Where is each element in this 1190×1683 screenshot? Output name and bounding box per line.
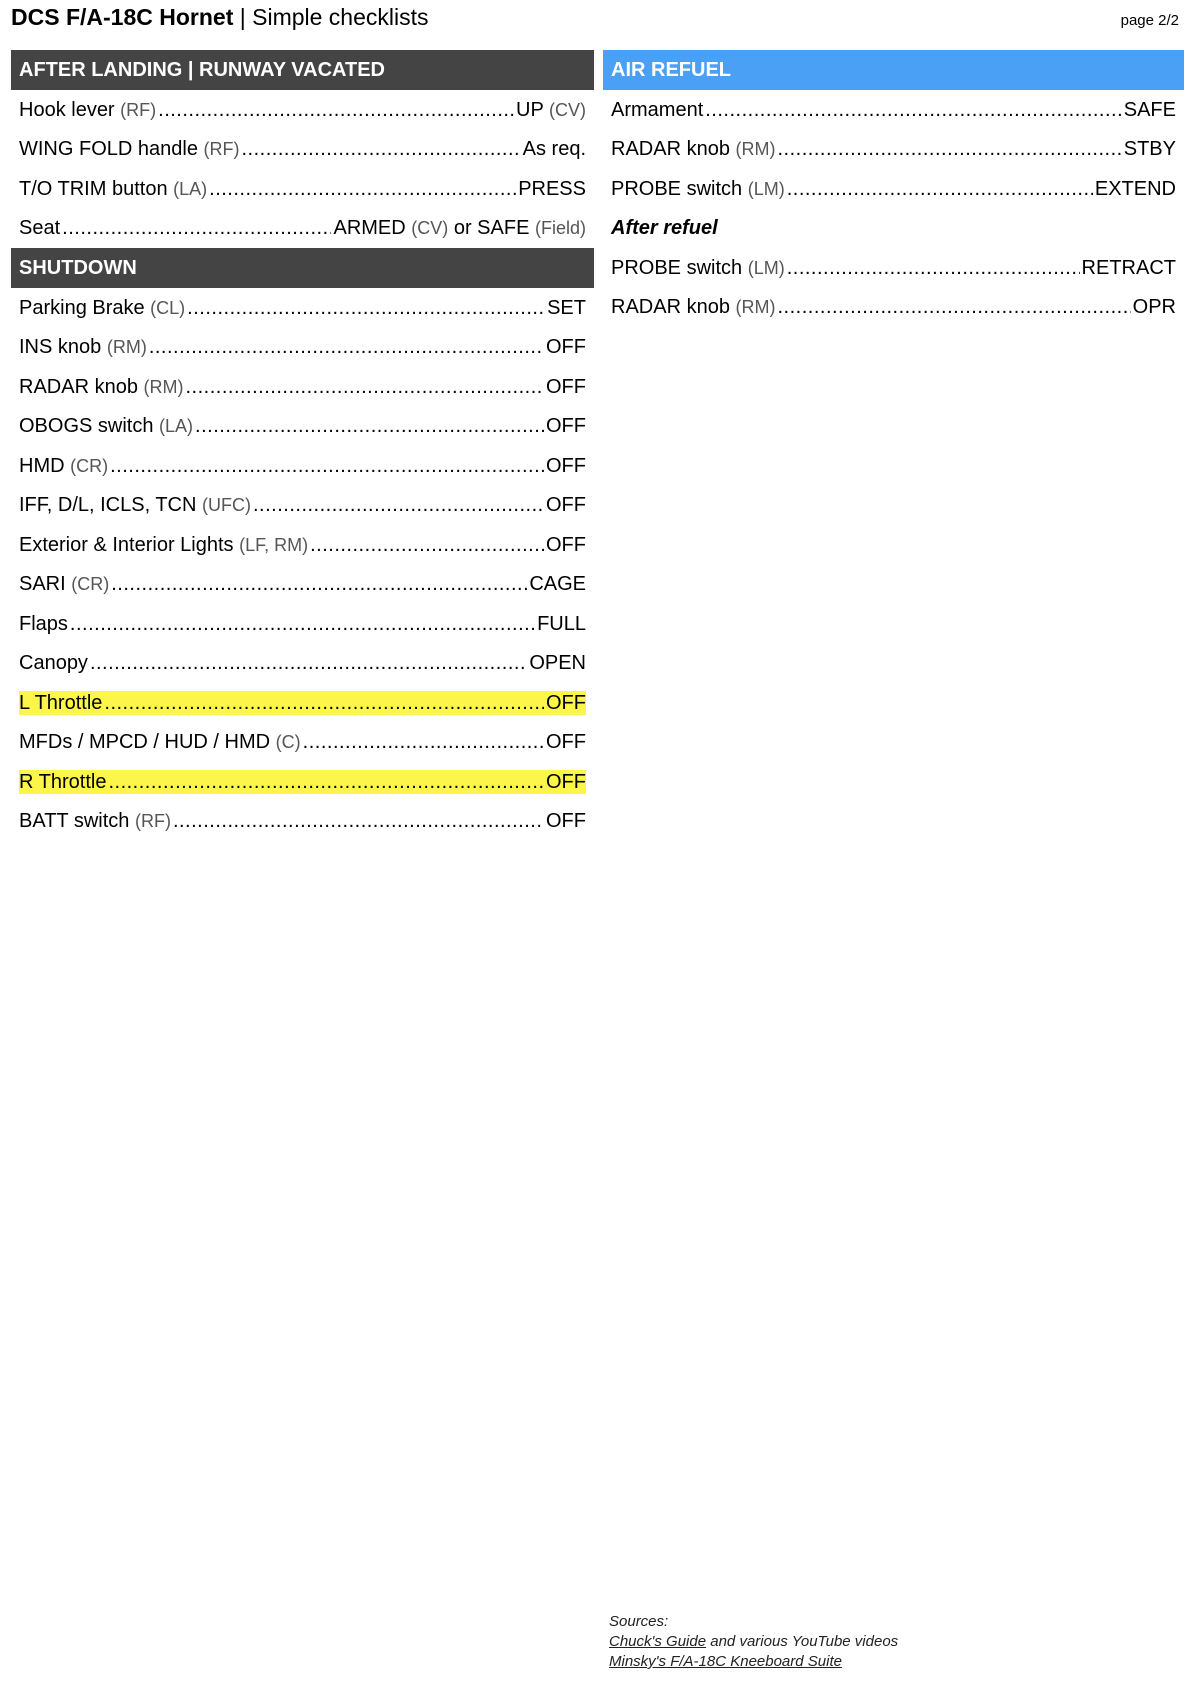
sources-line-2 <box>609 1652 898 1672</box>
item-label: WING FOLD handle <box>19 138 204 161</box>
checklist-item <box>19 375 183 399</box>
checklist-value <box>529 651 586 675</box>
checklist-item <box>19 651 88 675</box>
leader-dots <box>108 770 544 794</box>
value-location: (CV) <box>549 99 586 120</box>
value-location-2: (Field) <box>534 218 586 239</box>
value-label: EXTEND <box>1094 177 1176 200</box>
item-location: (LM) <box>747 178 785 199</box>
checklist-item <box>19 216 60 240</box>
checklist-item <box>611 98 703 122</box>
value-label: OFF <box>546 494 586 517</box>
checklist-item <box>19 454 108 478</box>
item-location: (LF, RM) <box>239 534 309 555</box>
item-label: Armament <box>611 98 704 121</box>
checklist-row <box>11 802 594 842</box>
checklist-item <box>19 770 106 794</box>
air-refuel-list <box>603 90 1184 209</box>
checklist-item <box>611 137 775 161</box>
item-label: Parking Brake <box>19 296 151 319</box>
checklist-value <box>518 177 586 201</box>
checklist-item <box>19 335 147 359</box>
item-location: (RM) <box>735 297 776 318</box>
checklist-item <box>19 730 301 754</box>
item-label: RADAR knob <box>19 375 144 398</box>
leader-dots <box>253 493 544 517</box>
sources-note <box>609 1612 898 1672</box>
sources-label: Sources: <box>609 1613 669 1630</box>
shutdown-list <box>11 288 594 841</box>
leader-dots <box>187 296 545 320</box>
checklist-value <box>1082 256 1176 280</box>
value-label: OFF <box>546 454 586 477</box>
leader-dots <box>777 295 1130 319</box>
checklist-row <box>11 328 594 368</box>
sources-line-1: Chuck's Guide and various YouTube videos <box>609 1633 899 1650</box>
checklist-row <box>11 762 594 802</box>
value-label: SET <box>547 296 586 319</box>
item-location: (CR) <box>70 455 109 476</box>
item-location: (RF) <box>203 139 240 160</box>
leader-dots <box>209 177 516 201</box>
value-label: CAGE <box>529 573 586 596</box>
value-label: OPR <box>1132 296 1176 319</box>
checklist-item <box>19 414 193 438</box>
leader-dots <box>110 454 544 478</box>
item-location: (C) <box>275 732 301 753</box>
leader-dots <box>158 98 514 122</box>
item-location: (RM) <box>106 337 147 358</box>
item-label: T/O TRIM button <box>19 177 174 200</box>
checklist-item <box>19 177 207 201</box>
checklist-value <box>546 375 586 399</box>
checklist-value <box>529 572 586 596</box>
item-location: (LM) <box>747 257 785 278</box>
value-label: SAFE <box>1123 98 1176 121</box>
item-label: RADAR knob <box>611 138 736 161</box>
value-label-2: or SAFE <box>448 217 535 240</box>
checklist-row <box>603 288 1184 328</box>
item-label: IFF, D/L, ICLS, TCN <box>19 494 202 517</box>
leader-dots <box>787 177 1093 201</box>
value-label: OFF <box>546 770 586 793</box>
value-label: OFF <box>546 336 586 359</box>
leader-dots <box>111 572 527 596</box>
checklist-row <box>11 407 594 447</box>
checklist-item <box>19 572 109 596</box>
page-title: DCS F/A-18C Hornet | Simple checklists <box>11 4 429 30</box>
checklist-value <box>546 770 586 794</box>
checklist-row <box>603 90 1184 130</box>
value-label: STBY <box>1123 138 1176 161</box>
page-header <box>11 4 1179 34</box>
item-location: (CR) <box>71 574 110 595</box>
checklist-item <box>19 691 102 715</box>
leader-dots <box>70 612 535 636</box>
item-label: PROBE switch <box>611 256 748 279</box>
checklist-item <box>611 256 785 280</box>
leader-dots <box>173 809 544 833</box>
item-location: (CL) <box>150 297 186 318</box>
minsky-kneeboard-link[interactable]: Minsky's F/A-18C Kneeboard Suite <box>609 1653 842 1670</box>
checklist-value <box>546 533 586 557</box>
leader-dots <box>310 533 544 557</box>
checklist-row <box>11 90 594 130</box>
value-label: OFF <box>546 691 586 714</box>
checklist-row <box>11 288 594 328</box>
value-label: OFF <box>546 731 586 754</box>
checklist-row <box>603 130 1184 170</box>
item-label: Seat <box>19 217 61 240</box>
checklist-row <box>11 446 594 486</box>
leader-dots <box>303 730 544 754</box>
item-label: SARI <box>19 573 72 596</box>
value-label: ARMED <box>333 217 412 240</box>
after-landing-header: AFTER LANDING | RUNWAY VACATED <box>11 50 594 90</box>
item-label: OBOGS switch <box>19 415 160 438</box>
item-label: Hook lever <box>19 98 121 121</box>
checklist-row <box>11 644 594 684</box>
checklist-row <box>11 169 594 209</box>
value-location: (CV) <box>411 218 449 239</box>
checklist-value <box>537 612 586 636</box>
leader-dots <box>62 216 331 240</box>
item-label: HMD <box>19 454 71 477</box>
checklist-value <box>333 216 586 240</box>
left-column <box>11 50 594 841</box>
after-refuel-list <box>603 248 1184 327</box>
item-label: L Throttle <box>19 691 103 714</box>
checklist-row <box>11 209 594 249</box>
after-refuel-subheading: After refuel <box>611 217 718 240</box>
checklist-item <box>611 177 785 201</box>
checklist-item <box>19 612 68 636</box>
shutdown-header: SHUTDOWN <box>11 248 594 288</box>
item-location: (LA) <box>159 416 194 437</box>
checklist-value <box>1095 177 1176 201</box>
item-label: MFDs / MPCD / HUD / HMD <box>19 731 276 754</box>
checklist-item <box>19 296 185 320</box>
checklist-row <box>11 723 594 763</box>
leader-dots <box>149 335 544 359</box>
item-label: Canopy <box>19 652 88 675</box>
item-location: (RM) <box>735 139 776 160</box>
checklist-value <box>546 414 586 438</box>
checklist-row <box>11 604 594 644</box>
value-label: PRESS <box>518 177 586 200</box>
after-landing-list <box>11 90 594 248</box>
item-label: R Throttle <box>19 770 107 793</box>
value-label: RETRACT <box>1081 256 1176 279</box>
leader-dots <box>705 98 1122 122</box>
chucks-guide-link[interactable]: Chuck's Guide <box>609 1633 707 1650</box>
checklist-row <box>11 367 594 407</box>
checklist-item <box>611 295 775 319</box>
checklist-item <box>19 493 251 517</box>
value-label: OFF <box>546 375 586 398</box>
checklist-item <box>19 137 240 161</box>
air-refuel-header: AIR REFUEL <box>603 50 1184 90</box>
item-location: (RM) <box>143 376 184 397</box>
value-label: OFF <box>546 533 586 556</box>
checklist-row <box>11 486 594 526</box>
checklist-row <box>11 683 594 723</box>
value-label: OFF <box>546 415 586 438</box>
leader-dots <box>787 256 1080 280</box>
item-label: Flaps <box>19 612 68 635</box>
checklist-value <box>546 493 586 517</box>
checklist-item <box>19 809 171 833</box>
leader-dots <box>104 691 544 715</box>
leader-dots <box>242 137 521 161</box>
checklist-row <box>11 565 594 605</box>
checklist-value <box>547 296 586 320</box>
item-location: (RF) <box>120 99 157 120</box>
checklist-value <box>523 137 586 161</box>
item-location: (LA) <box>173 178 208 199</box>
checklist-item <box>19 98 156 122</box>
checklist-value <box>516 98 586 122</box>
checklist-value <box>1124 137 1176 161</box>
item-label: INS knob <box>19 336 107 359</box>
value-label: OPEN <box>529 652 586 675</box>
item-label: RADAR knob <box>611 296 736 319</box>
checklist-row <box>603 169 1184 209</box>
value-label: OFF <box>546 810 586 833</box>
checklist-row <box>603 248 1184 288</box>
checklist-value <box>546 691 586 715</box>
checklist-value <box>546 454 586 478</box>
item-location: (UFC) <box>202 495 251 516</box>
right-column <box>603 50 1184 327</box>
value-label: UP <box>516 98 549 121</box>
leader-dots <box>185 375 544 399</box>
item-label: PROBE switch <box>611 177 748 200</box>
leader-dots <box>90 651 527 675</box>
item-location: (RF) <box>134 811 171 832</box>
checklist-value <box>546 335 586 359</box>
checklist-row <box>11 525 594 565</box>
checklist-value <box>546 730 586 754</box>
checklist-value <box>1124 98 1176 122</box>
value-label: FULL <box>537 612 586 635</box>
leader-dots <box>777 137 1121 161</box>
item-label: Exterior & Interior Lights <box>19 533 240 556</box>
item-label: BATT switch <box>19 810 135 833</box>
value-label: As req. <box>522 138 586 161</box>
checklist-value <box>1133 295 1176 319</box>
checklist-value <box>546 809 586 833</box>
page-number: page 2/2 <box>1120 12 1179 29</box>
checklist-row <box>11 130 594 170</box>
leader-dots <box>195 414 544 438</box>
checklist-item <box>19 533 308 557</box>
